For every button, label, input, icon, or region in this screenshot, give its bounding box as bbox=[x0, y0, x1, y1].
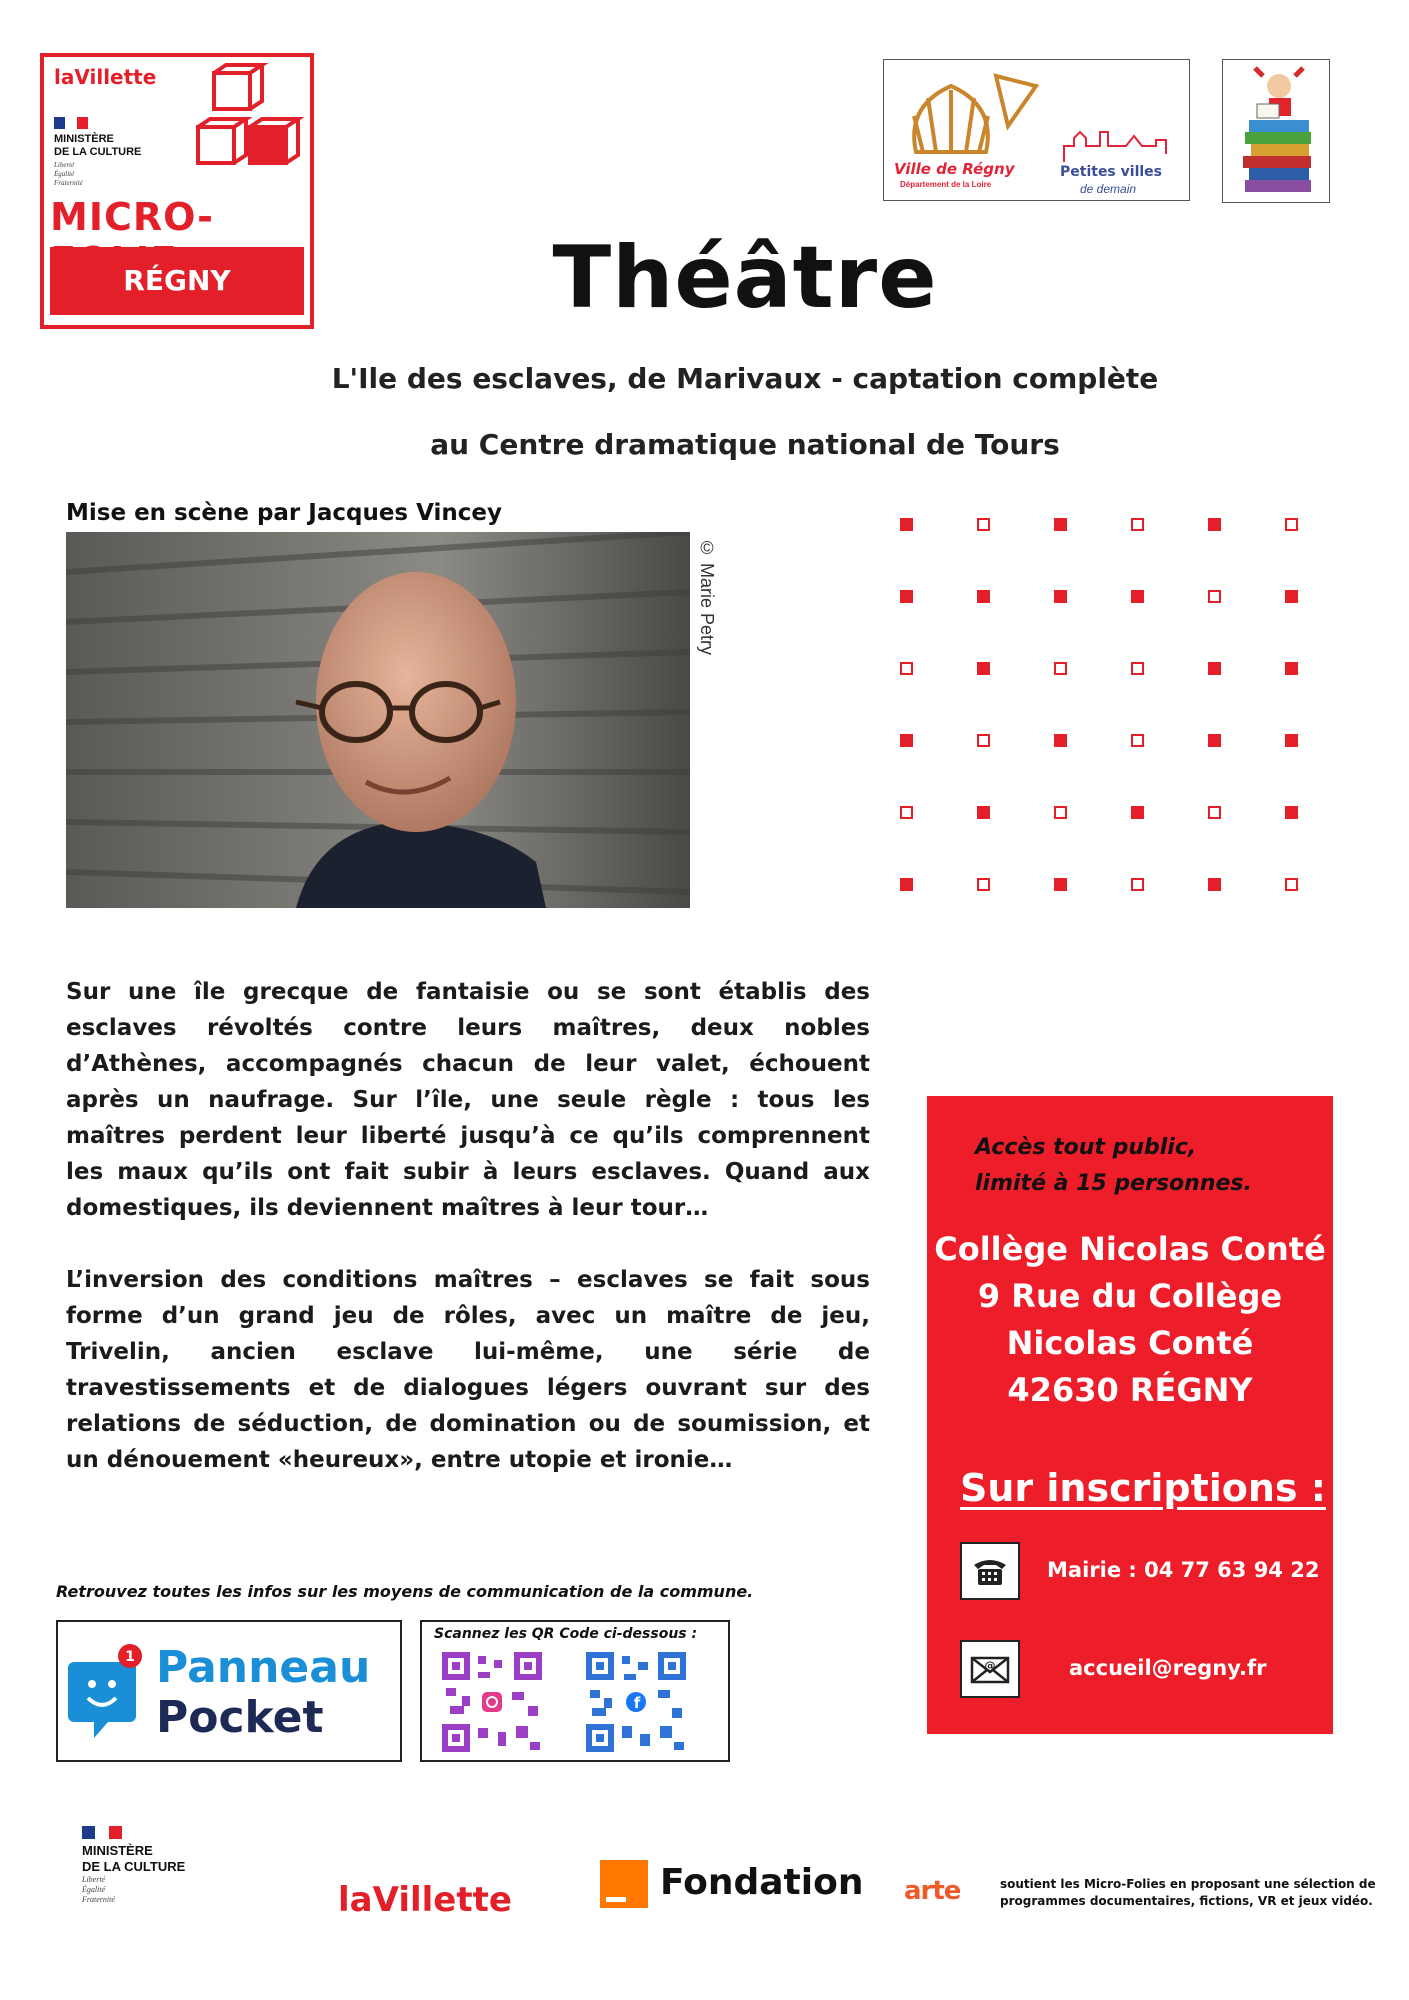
grid-square-filled bbox=[1054, 734, 1067, 747]
grid-square-hollow bbox=[1131, 878, 1144, 891]
grid-square-filled bbox=[1285, 734, 1298, 747]
grid-square-filled bbox=[1054, 518, 1067, 531]
grid-square-filled bbox=[900, 518, 913, 531]
venue-subtitle: au Centre dramatique national de Tours bbox=[430, 428, 1060, 461]
ville-de-regny-logo bbox=[883, 59, 1190, 201]
grid-square-filled bbox=[977, 662, 990, 675]
grid-square-hollow bbox=[1054, 806, 1067, 819]
portrait-illustration bbox=[66, 532, 690, 908]
french-flag-icon bbox=[54, 117, 88, 129]
arte-support-text: soutient les Micro-Folies en proposant une sélection de programmes documentaires, fictions, VR et jeux vidéo. bbox=[1000, 1877, 1376, 1908]
grid-square-filled bbox=[900, 878, 913, 891]
communication-note: Retrouvez toutes les infos sur les moyens de communication de la commune. bbox=[56, 1582, 754, 1601]
fondation-logo: Fondation bbox=[660, 1862, 864, 1903]
grid-square-filled bbox=[1208, 878, 1221, 891]
synopsis-paragraph-1: Sur une île grecque de fantaisie ou se sont établis des esclaves révoltés contre leurs maîtres, deux nobles d’Athènes, accompagnés chacun de leur valet, échouent après un naufrage. Sur l’île, une seule règle : tous les maîtres perdent leur liberté jusqu’à ce qu’ils comprennent les maux qu’ils ont fait subir à leurs esclaves. Quand aux domestiques, ils deviennent maîtres à leur tour… bbox=[66, 979, 870, 1221]
cubes-icon bbox=[194, 63, 304, 183]
email-address[interactable]: accueil@regny.fr bbox=[1069, 1656, 1267, 1680]
director-photo bbox=[66, 532, 690, 908]
venue-address: Collège Nicolas Conté 9 Rue du Collège Nicolas Conté 42630 RÉGNY bbox=[934, 1230, 1326, 1409]
grid-square-hollow bbox=[1208, 590, 1221, 603]
ministere-culture-logo: MINISTÈRE DE LA CULTURE Liberté Égalité Fraternité bbox=[82, 1826, 185, 1905]
grid-square-hollow bbox=[900, 806, 913, 819]
qr-instructions: Scannez les QR Code ci-dessous : bbox=[434, 1626, 698, 1642]
email-icon bbox=[960, 1640, 1020, 1698]
ministere-label: MINISTÈRE DE LA CULTURE bbox=[54, 133, 142, 158]
grid-square-filled bbox=[1131, 590, 1144, 603]
grid-square-filled bbox=[1208, 662, 1221, 675]
grid-square-filled bbox=[1131, 806, 1144, 819]
access-note: Accès tout public, limité à 15 personnes. bbox=[975, 1135, 1252, 1196]
telephone-icon bbox=[960, 1542, 1020, 1600]
grid-square-hollow bbox=[1054, 662, 1067, 675]
grid-square-filled bbox=[977, 590, 990, 603]
event-info-box bbox=[927, 1096, 1333, 1734]
instagram-qr-code-icon[interactable] bbox=[442, 1652, 542, 1752]
phone-number[interactable]: Mairie : 04 77 63 94 22 bbox=[1047, 1558, 1320, 1582]
grid-square-hollow bbox=[1208, 806, 1221, 819]
grid-square-hollow bbox=[977, 518, 990, 531]
panneau-label: Panneau bbox=[156, 1642, 371, 1693]
grid-square-filled bbox=[1285, 662, 1298, 675]
grid-square-filled bbox=[1208, 734, 1221, 747]
smiley-chat-icon bbox=[68, 1642, 148, 1744]
grid-square-hollow bbox=[900, 662, 913, 675]
village-skyline-icon bbox=[1062, 124, 1172, 164]
grid-square-filled bbox=[1285, 590, 1298, 603]
grid-square-filled bbox=[977, 806, 990, 819]
grid-square-hollow bbox=[977, 734, 990, 747]
qr-codes-box bbox=[420, 1620, 730, 1762]
grid-square-hollow bbox=[1131, 662, 1144, 675]
decorative-dots-grid bbox=[900, 518, 1320, 918]
grid-square-hollow bbox=[1131, 518, 1144, 531]
director-caption: Mise en scène par Jacques Vincey bbox=[66, 500, 503, 526]
grid-square-filled bbox=[1054, 878, 1067, 891]
republic-motto: Liberté Égalité Fraternité bbox=[54, 161, 83, 187]
grid-square-filled bbox=[900, 734, 913, 747]
arte-logo: arte bbox=[904, 1876, 961, 1906]
page-title: Théâtre bbox=[552, 228, 938, 328]
micro-folie-regny-band: RÉGNY bbox=[50, 247, 304, 315]
lavillette-logo: laVillette bbox=[338, 1880, 512, 1920]
de-demain-label: de demain bbox=[1080, 182, 1137, 196]
grid-square-hollow bbox=[1285, 878, 1298, 891]
library-books-logo bbox=[1222, 59, 1330, 203]
pocket-label: Pocket bbox=[156, 1692, 324, 1743]
grid-square-hollow bbox=[1131, 734, 1144, 747]
grid-square-filled bbox=[1208, 518, 1221, 531]
registration-heading: Sur inscriptions : bbox=[960, 1466, 1326, 1510]
photo-credit: © Marie Petry bbox=[697, 538, 717, 656]
grid-square-hollow bbox=[1285, 518, 1298, 531]
play-subtitle: L'Ile des esclaves, de Marivaux - captation complète bbox=[331, 362, 1159, 395]
lavillette-logo-text: laVillette bbox=[54, 65, 157, 89]
svg-text:f: f bbox=[633, 1694, 641, 1712]
grid-square-filled bbox=[1054, 590, 1067, 603]
grid-square-filled bbox=[900, 590, 913, 603]
ville-department: Département de la Loire bbox=[900, 180, 992, 189]
micro-folie-title: MICRO- bbox=[50, 195, 214, 239]
ville-name: Ville de Régny bbox=[894, 160, 1015, 178]
synopsis-paragraph-2: L’inversion des conditions maîtres – esclaves se fait sous forme d’un grand jeu de rôles, avec un maître de jeu, Trivelin, ancien esclave lui-même, une série de travestissements et de dialogues légers ouvrant sur des relations de séduction, de domination ou de soumission, et un dénouement «heureux», entre utopie et ironie… bbox=[66, 1267, 870, 1473]
french-flag-icon bbox=[82, 1826, 122, 1839]
grid-square-hollow bbox=[977, 878, 990, 891]
shell-icon bbox=[896, 66, 1046, 162]
child-reading-books-icon bbox=[1223, 60, 1329, 202]
grid-square-filled bbox=[1285, 806, 1298, 819]
svg-text:@: @ bbox=[984, 1659, 996, 1672]
orange-square-logo bbox=[600, 1860, 648, 1908]
petites-villes-label: Petites villes bbox=[1060, 164, 1162, 180]
panneau-pocket-logo[interactable] bbox=[56, 1620, 402, 1762]
notification-badge: 1 bbox=[125, 1649, 135, 1665]
facebook-qr-code-icon[interactable] bbox=[586, 1652, 686, 1752]
